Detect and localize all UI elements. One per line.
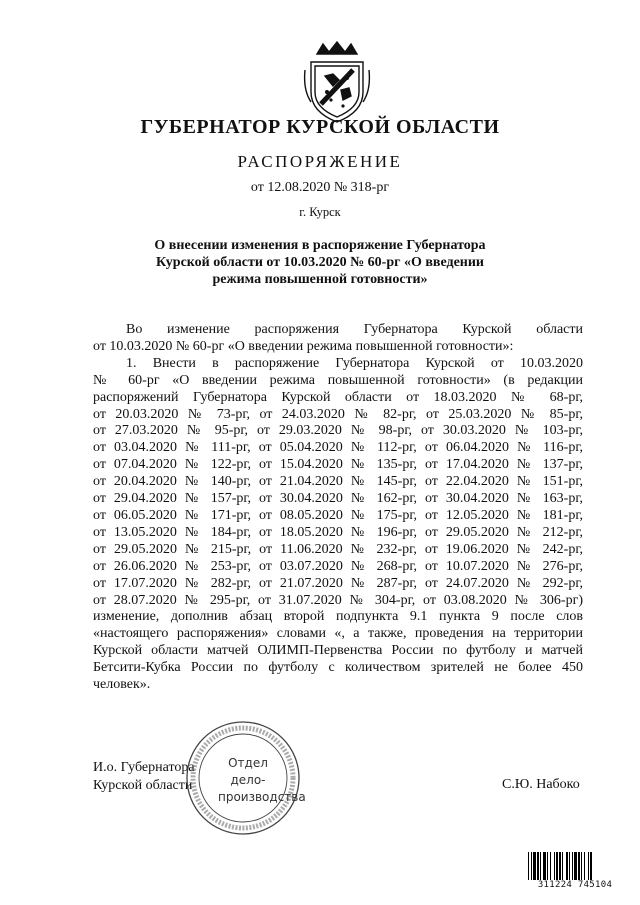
body-line: от 29.04.2020 № 157-рг, от 30.04.2020 № 162-рг, от 30.04.2020 № 163-рг,	[93, 491, 583, 507]
body-line: от 07.04.2020 № 122-рг, от 15.04.2020 № 135-рг, от 17.04.2020 № 137-рг,	[93, 457, 583, 473]
stamp-text	[218, 755, 306, 806]
signatory-position	[93, 759, 195, 795]
body-line: от 17.07.2020 № 282-рг, от 21.07.2020 № 287-рг, от 24.07.2020 № 292-рг,	[93, 575, 583, 591]
signatory-name: С.Ю. Набоко	[502, 777, 580, 792]
position-line: И.о. Губернатора	[93, 760, 195, 775]
heading-line: О внесении изменения в распоряжение Губернатора	[154, 238, 486, 253]
body-line: Бетсити-Кубка России по футболу с количеством зрителей не более 450	[93, 660, 583, 676]
document-date-number: от 12.08.2020 № 318-рг	[250, 180, 390, 195]
stamp-line: Отдел	[228, 756, 268, 770]
body-line: от 03.04.2020 № 111-рг, от 05.04.2020 № 112-рг, от 06.04.2020 № 116-рг,	[93, 440, 583, 456]
body-line: от 20.04.2020 № 140-рг, от 21.04.2020 № 145-рг, от 22.04.2020 № 151-рг,	[93, 474, 583, 490]
barcode-number: 311224 745104	[527, 880, 623, 891]
body-line: человек».	[93, 677, 151, 693]
body-line: Курской области матчей ОЛИМП-Первенства России по футболу и матчей	[93, 643, 583, 659]
heading-line: Курской области от 10.03.2020 № 60-рг «О введении	[155, 255, 484, 270]
document-city: г. Курск	[299, 205, 341, 219]
body-line: распоряжений Губернатора Курской области от 18.03.2020 № 68-рг,	[93, 389, 583, 405]
body-line: от 28.07.2020 № 295-рг, от 31.07.2020 № 304-рг, от 03.08.2020 № 306-рг)	[93, 592, 583, 608]
body-line: 1. Внести в распоряжение Губернатора Курской от 10.03.2020	[126, 355, 583, 371]
body-line: изменение, дополнив абзац второй подпункта 9.1 пункта 9 после слов	[93, 609, 583, 625]
body-line: от 06.05.2020 № 171-рг, от 08.05.2020 № 175-рг, от 12.05.2020 № 181-рг,	[93, 507, 583, 523]
stamp-line: производства	[218, 790, 306, 804]
body-line: Во изменение распоряжения Губернатора Курской области	[126, 322, 583, 337]
document-type: РАСПОРЯЖЕНИЕ	[237, 152, 403, 171]
body-line: от 29.05.2020 № 215-рг, от 11.06.2020 № 232-рг, от 19.06.2020 № 242-рг,	[93, 541, 583, 557]
body-line: № 60-рг «О введении режима повышенной готовности» (в редакции	[93, 372, 583, 388]
body-line: от 27.03.2020 № 95-рг, от 29.03.2020 № 98-рг, от 30.03.2020 № 103-рг,	[93, 423, 583, 439]
coat-of-arms-emblem	[303, 40, 371, 126]
governor-title: ГУБЕРНАТОР КУРСКОЙ ОБЛАСТИ	[140, 116, 500, 138]
document-heading	[120, 237, 520, 288]
body-line: от 13.05.2020 № 184-рг, от 18.05.2020 № 196-рг, от 29.05.2020 № 212-рг,	[93, 524, 583, 540]
body-line: от 20.03.2020 № 73-рг, от 24.03.2020 № 82-рг, от 25.03.2020 № 85-рг,	[93, 406, 583, 422]
body-line: «настоящего распоряжения» словами «, а также, проведения на территории	[93, 626, 583, 642]
position-line: Курской области	[93, 778, 193, 793]
body-line: от 10.03.2020 № 60-рг «О введении режима повышенной готовности»:	[93, 338, 514, 354]
heading-line: режима повышенной готовности»	[212, 272, 428, 287]
document-body	[93, 322, 583, 694]
body-line: от 26.06.2020 № 253-рг, от 03.07.2020 № 268-рг, от 10.07.2020 № 276-рг,	[93, 558, 583, 574]
stamp-line: дело-	[230, 773, 266, 787]
